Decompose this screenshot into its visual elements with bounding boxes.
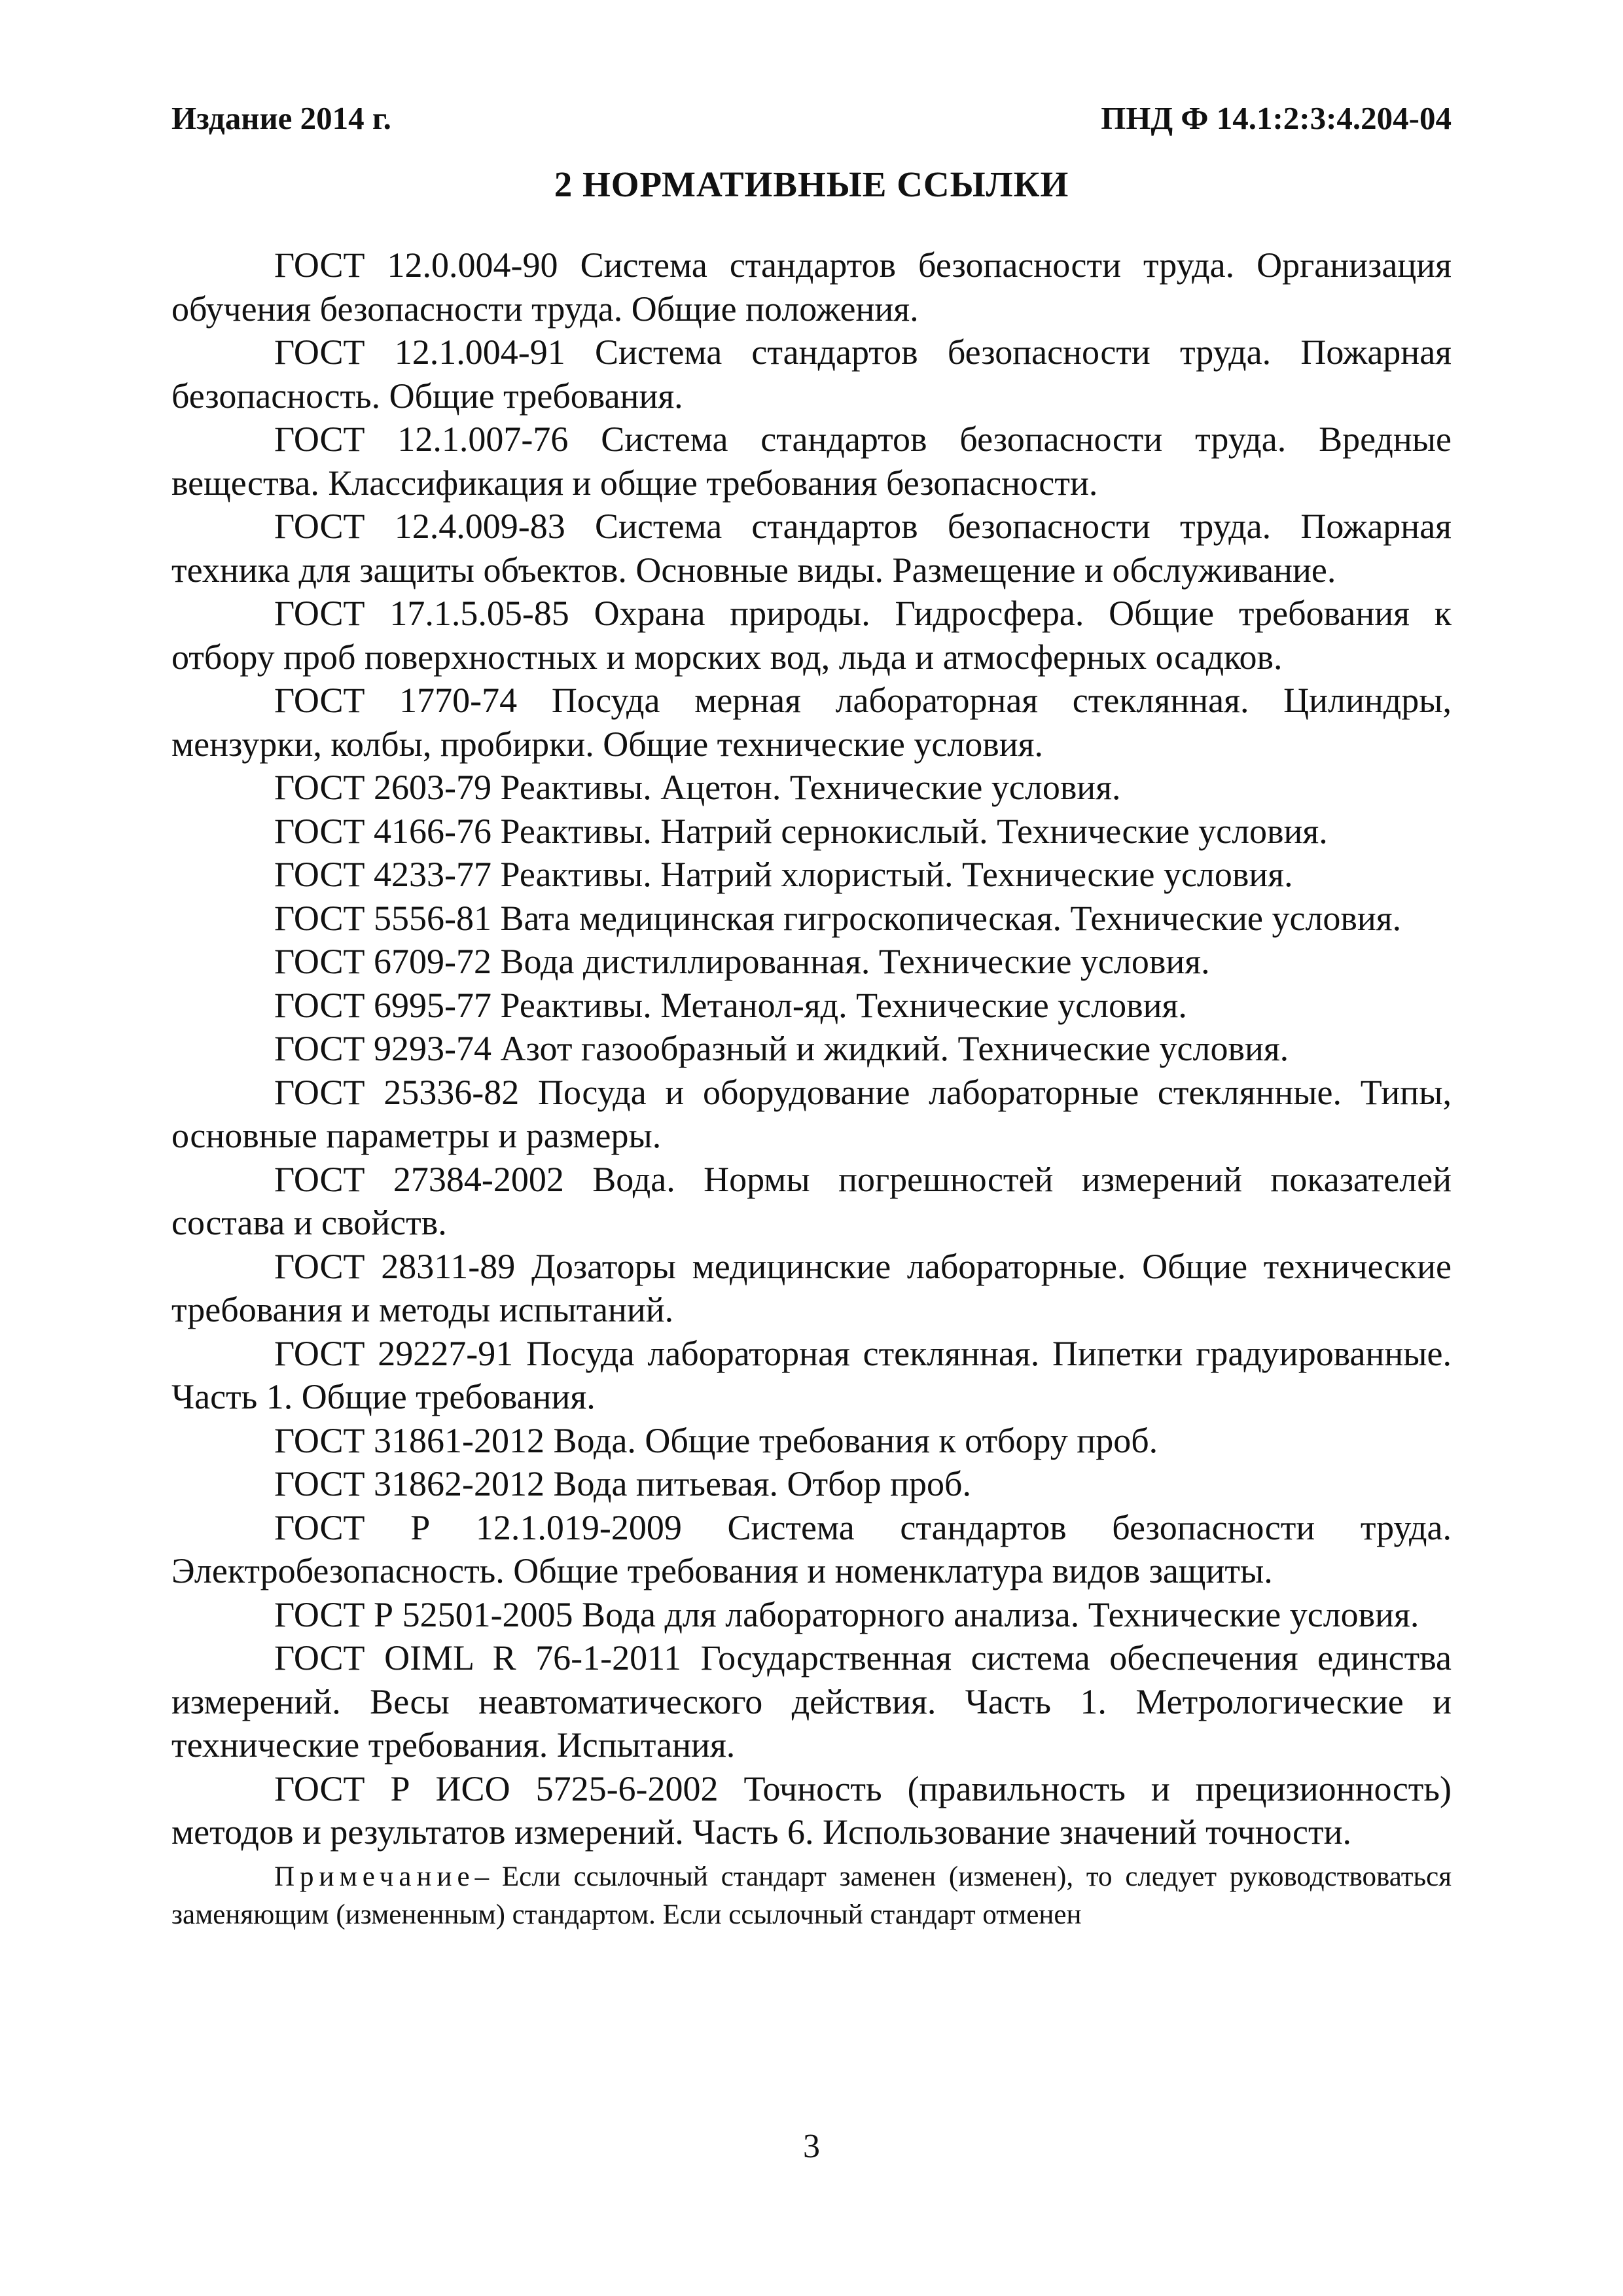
reference-item: ГОСТ OIML R 76-1-2011 Государственная система обеспечения единства измерений. Весы неавтоматического действия. Часть 1. Метрологические и технические требования. Испытания. xyxy=(171,1638,1452,1765)
section-title: 2 НОРМАТИВНЫЕ ССЫЛКИ xyxy=(554,164,1069,204)
document-code: ПНД Ф 14.1:2:3:4.204-04 xyxy=(1101,99,1452,136)
reference-item: ГОСТ 12.1.004-91 Система стандартов безопасности труда. Пожарная безопасность. Общие требования. xyxy=(171,332,1452,416)
reference-item: ГОСТ 5556-81 Вата медицинская гигроскопическая. Технические условия. xyxy=(274,898,1402,938)
reference-item: ГОСТ 4233-77 Реактивы. Натрий хлористый. Технические условия. xyxy=(274,855,1293,894)
reference-item: ГОСТ 12.1.007-76 Система стандартов безопасности труда. Вредные вещества. Классификация и общие требования безопасности. xyxy=(171,420,1452,503)
note-paragraph xyxy=(171,1858,1452,1934)
reference-item: ГОСТ 12.0.004-90 Система стандартов безопасности труда. Организация обучения безопасности труда. Общие положения. xyxy=(171,245,1452,329)
reference-item: ГОСТ 31861-2012 Вода. Общие требования к отбору проб. xyxy=(274,1420,1158,1460)
reference-item: ГОСТ 27384-2002 Вода. Нормы погрешностей измерений показателей состава и свойств. xyxy=(171,1159,1452,1242)
reference-item: ГОСТ Р ИСО 5725-6-2002 Точность (правильность и прецизионность) методов и результатов измерений. Часть 6. Использование значений точности. xyxy=(171,1768,1452,1852)
reference-item: ГОСТ 9293-74 Азот газообразный и жидкий. Технические условия. xyxy=(274,1029,1289,1068)
reference-item: ГОСТ 12.4.009-83 Система стандартов безопасности труда. Пожарная техника для защиты объектов. Основные виды. Размещение и обслуживание. xyxy=(171,507,1452,590)
reference-item: ГОСТ 17.1.5.05-85 Охрана природы. Гидросфера. Общие требования к отбору проб поверхностных и морских вод, льда и атмосферных осадков. xyxy=(171,594,1452,677)
note-label: Примечание xyxy=(274,1861,475,1892)
reference-item: ГОСТ 2603-79 Реактивы. Ацетон. Технические условия. xyxy=(274,768,1121,807)
reference-item: ГОСТ 1770-74 Посуда мерная лабораторная стеклянная. Цилиндры, мензурки, колбы, пробирки. Общие технические условия. xyxy=(171,681,1452,764)
page-number: 3 xyxy=(803,2128,820,2165)
reference-item: ГОСТ 6995-77 Реактивы. Метанол-яд. Технические условия. xyxy=(274,985,1187,1025)
note-text: – Если ссылочный стандарт заменен (изменен), то следует руководствоваться заменяющим (измененным) стандартом. Если ссылочный стандарт отменен xyxy=(171,1861,1452,1930)
reference-item: ГОСТ Р 52501-2005 Вода для лабораторного анализа. Технические условия. xyxy=(274,1594,1419,1634)
references-list xyxy=(171,243,1452,1934)
page-header xyxy=(171,92,1452,144)
reference-item: ГОСТ Р 12.1.019-2009 Система стандартов безопасности труда. Электробезопасность. Общие требования и номенклатура видов защиты. xyxy=(171,1507,1452,1590)
edition-label: Издание 2014 г. xyxy=(171,99,391,136)
reference-item: ГОСТ 31862-2012 Вода питьевая. Отбор проб. xyxy=(274,1464,971,1503)
reference-item: ГОСТ 29227-91 Посуда лабораторная стеклянная. Пипетки градуированные. Часть 1. Общие требования. xyxy=(171,1333,1452,1416)
reference-item: ГОСТ 28311-89 Дозаторы медицинские лабораторные. Общие технические требования и методы испытаний. xyxy=(171,1246,1452,1329)
reference-item: ГОСТ 25336-82 Посуда и оборудование лабораторные стеклянные. Типы, основные параметры и размеры. xyxy=(171,1072,1452,1155)
reference-item: ГОСТ 6709-72 Вода дистиллированная. Технические условия. xyxy=(274,942,1210,981)
reference-item: ГОСТ 4166-76 Реактивы. Натрий сернокислый. Технические условия. xyxy=(274,811,1328,851)
